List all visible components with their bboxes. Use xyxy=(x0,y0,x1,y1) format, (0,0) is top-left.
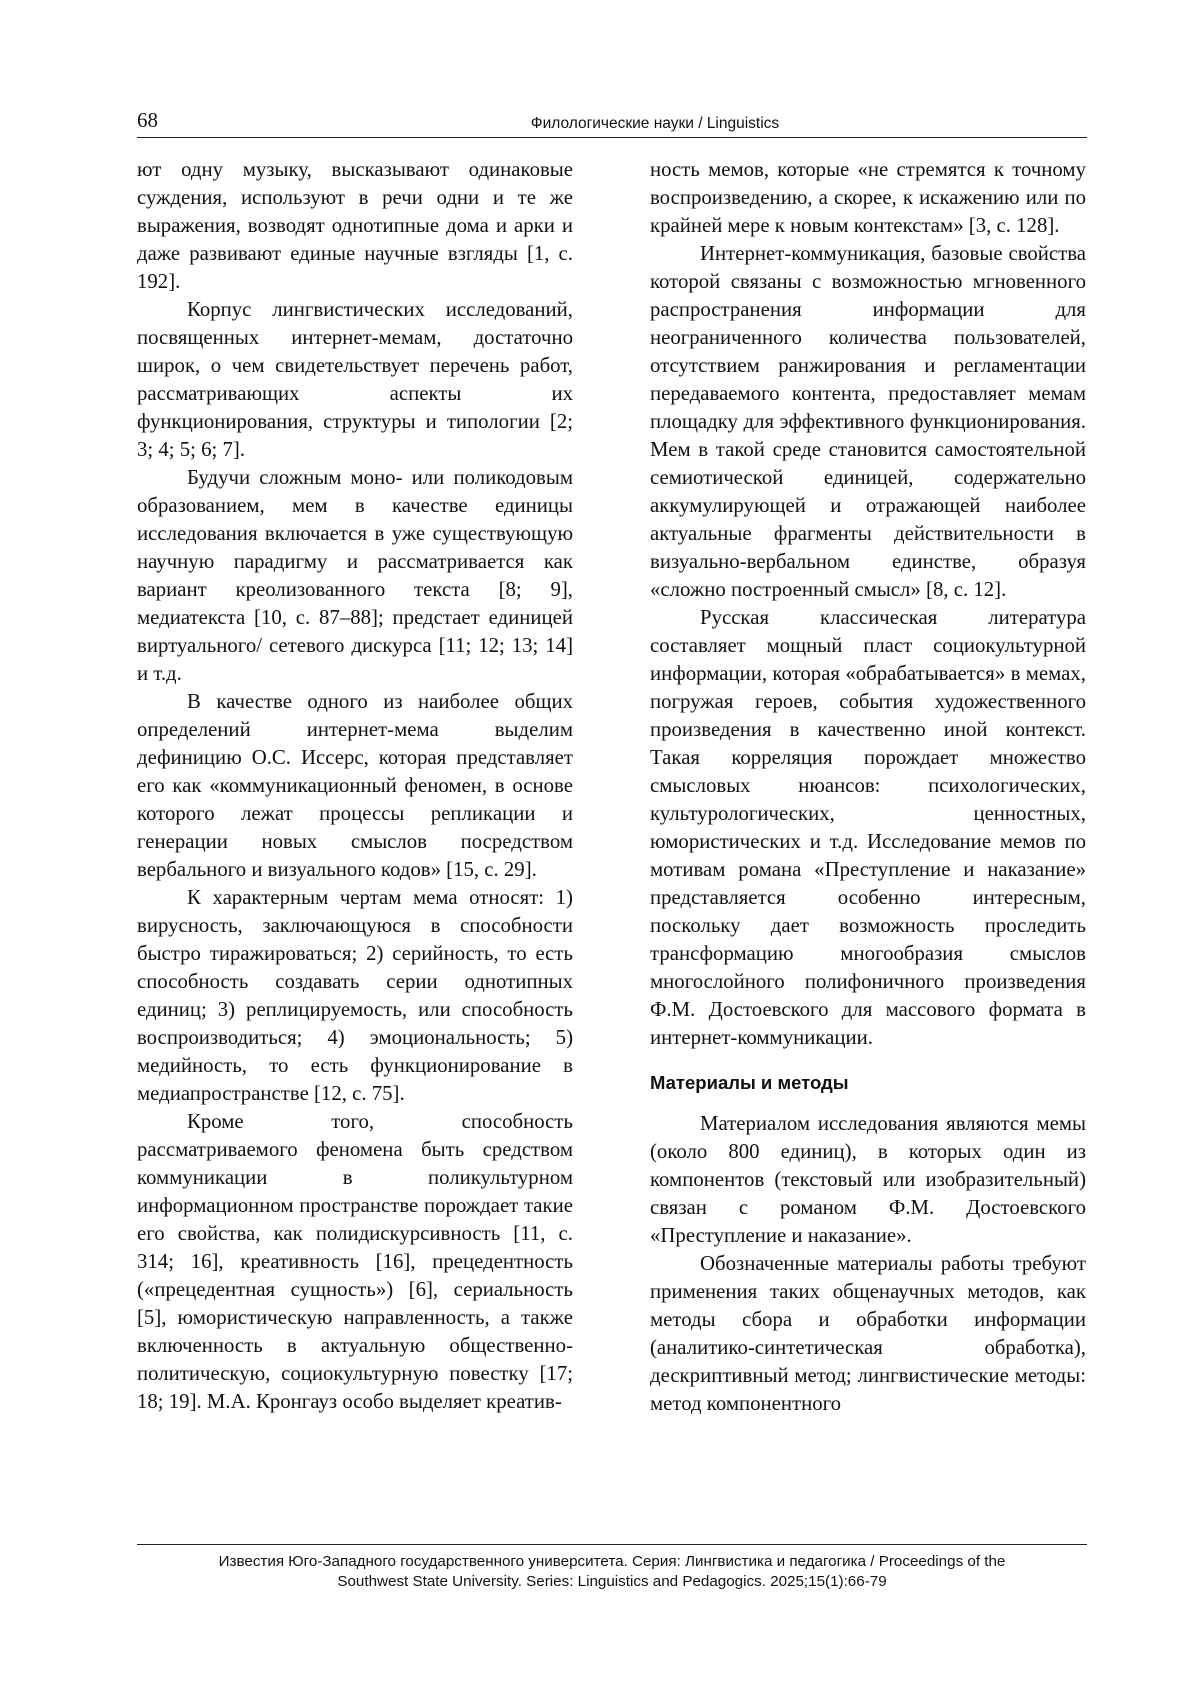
right-column xyxy=(650,156,1086,1418)
left-paragraph-6: Кроме того, способность рассматриваемого феномена быть средством коммуникации в поликультурном информационном пространстве порождает такие его свойства, как полидискурсивность [11, с. 314; 16], креативность [16], прецедентность («прецедентная сущность») [6], сериальность [5], юмористическую направленность, а также включенность в актуальную общественно-политическую, социокультурную повестку [17; 18; 19]. М.А. Кронгауз особо выделяет креатив- xyxy=(137,1110,573,1413)
left-paragraph-1: ют одну музыку, высказывают одинаковые суждения, используют в речи одни и те же выражения, возводят однотипные дома и арки и даже развивают единые научные взгляды [1, с. 192]. xyxy=(137,158,573,293)
page-number: 68 xyxy=(137,108,158,132)
header-rule xyxy=(137,137,1087,138)
right-paragraph-2: Интернет-коммуникация, базовые свойства которой связаны с возможностью мгновенного распространения информации для неограниченного количества пользователей, отсутствием ранжирования и регламентации передаваемого контента, предоставляет мемам площадку для эффективного функционирования. Мем в такой среде становится самостоятельной семиотической единицей, содержательно аккумулирующей и отражающей наиболее актуальные фрагменты действительности в визуально-вербальном единстве, образуя «сложно построенный смысл» [8, с. 12]. xyxy=(650,242,1086,601)
footer-rule xyxy=(137,1544,1087,1545)
running-title: Филологические науки / Linguistics xyxy=(530,115,780,132)
left-paragraph-5: К характерным чертам мема относят: 1) вирусность, заключающуюся в способности быстро тиражироваться; 2) серийность, то есть способность создавать серии однотипных единиц; 3) реплицируемость, или способность воспроизводиться; 4) эмоциональность; 5) медийность, то есть функционирование в медиапространстве [12, с. 75]. xyxy=(137,886,573,1105)
footer-line-2: Southwest State University. Series: Linguistics and Pedagogics. 2025;15(1):66-79 xyxy=(337,1573,887,1590)
right-paragraph-5: Обозначенные материалы работы требуют применения таких общенаучных методов, как методы сбора и обработки информации (аналитико-синтетическая обработка), дескриптивный метод; лингвистические методы: метод компонентного xyxy=(650,1252,1086,1415)
right-paragraph-4: Материалом исследования являются мемы (около 800 единиц), в которых один из компонентов (текстовый или изобразительный) связан с романом Ф.М. Достоевского «Преступление и наказание». xyxy=(650,1112,1086,1247)
left-paragraph-2: Корпус лингвистических исследований, посвященных интернет-мемам, достаточно широк, о чем свидетельствует перечень работ, рассматривающих аспекты их функционирования, структуры и типологии [2; 3; 4; 5; 6; 7]. xyxy=(137,298,573,461)
left-paragraph-4: В качестве одного из наиболее общих определений интернет-мема выделим дефиницию О.С. Иссерс, которая представляет его как «коммуникационный феномен, в основе которого лежат процессы репликации и генерации новых смыслов посредством вербального и визуального кодов» [15, с. 29]. xyxy=(137,690,573,881)
footer-line-1: Известия Юго-Западного государственного университета. Серия: Лингвистика и педагогика / Proceedings of the xyxy=(218,1553,1006,1570)
left-column xyxy=(137,156,573,1416)
journal-footer xyxy=(137,1552,1087,1592)
right-paragraph-3: Русская классическая литература составляет мощный пласт социокультурной информации, которая «обрабатывается» в мемах, погружая героев, события художественного произведения в качественно иной контекст. Такая корреляция порождает множество смысловых нюансов: психологических, культурологических, ценностных, юмористических и т.д. Исследование мемов по мотивам романа «Преступление и наказание» представляется особенно интересным, поскольку дает возможность проследить трансформацию многообразия смыслов многослойного полифоничного произведения Ф.М. Достоевского для массового формата в интернет-коммуникации. xyxy=(650,606,1086,1049)
left-paragraph-3: Будучи сложным моно- или поликодовым образованием, мем в качестве единицы исследования включается в уже существующую научную парадигму и рассматривается как вариант креолизованного текста [8; 9], медиатекста [10, с. 87–88]; предстает единицей виртуального/ сетевого дискурса [11; 12; 13; 14] и т.д. xyxy=(137,466,573,685)
right-paragraph-1: ность мемов, которые «не стремятся к точному воспроизведению, а скорее, к искажению или по крайней мере к новым контекстам» [3, с. 128]. xyxy=(650,158,1086,237)
section-heading: Материалы и методы xyxy=(650,1072,849,1093)
